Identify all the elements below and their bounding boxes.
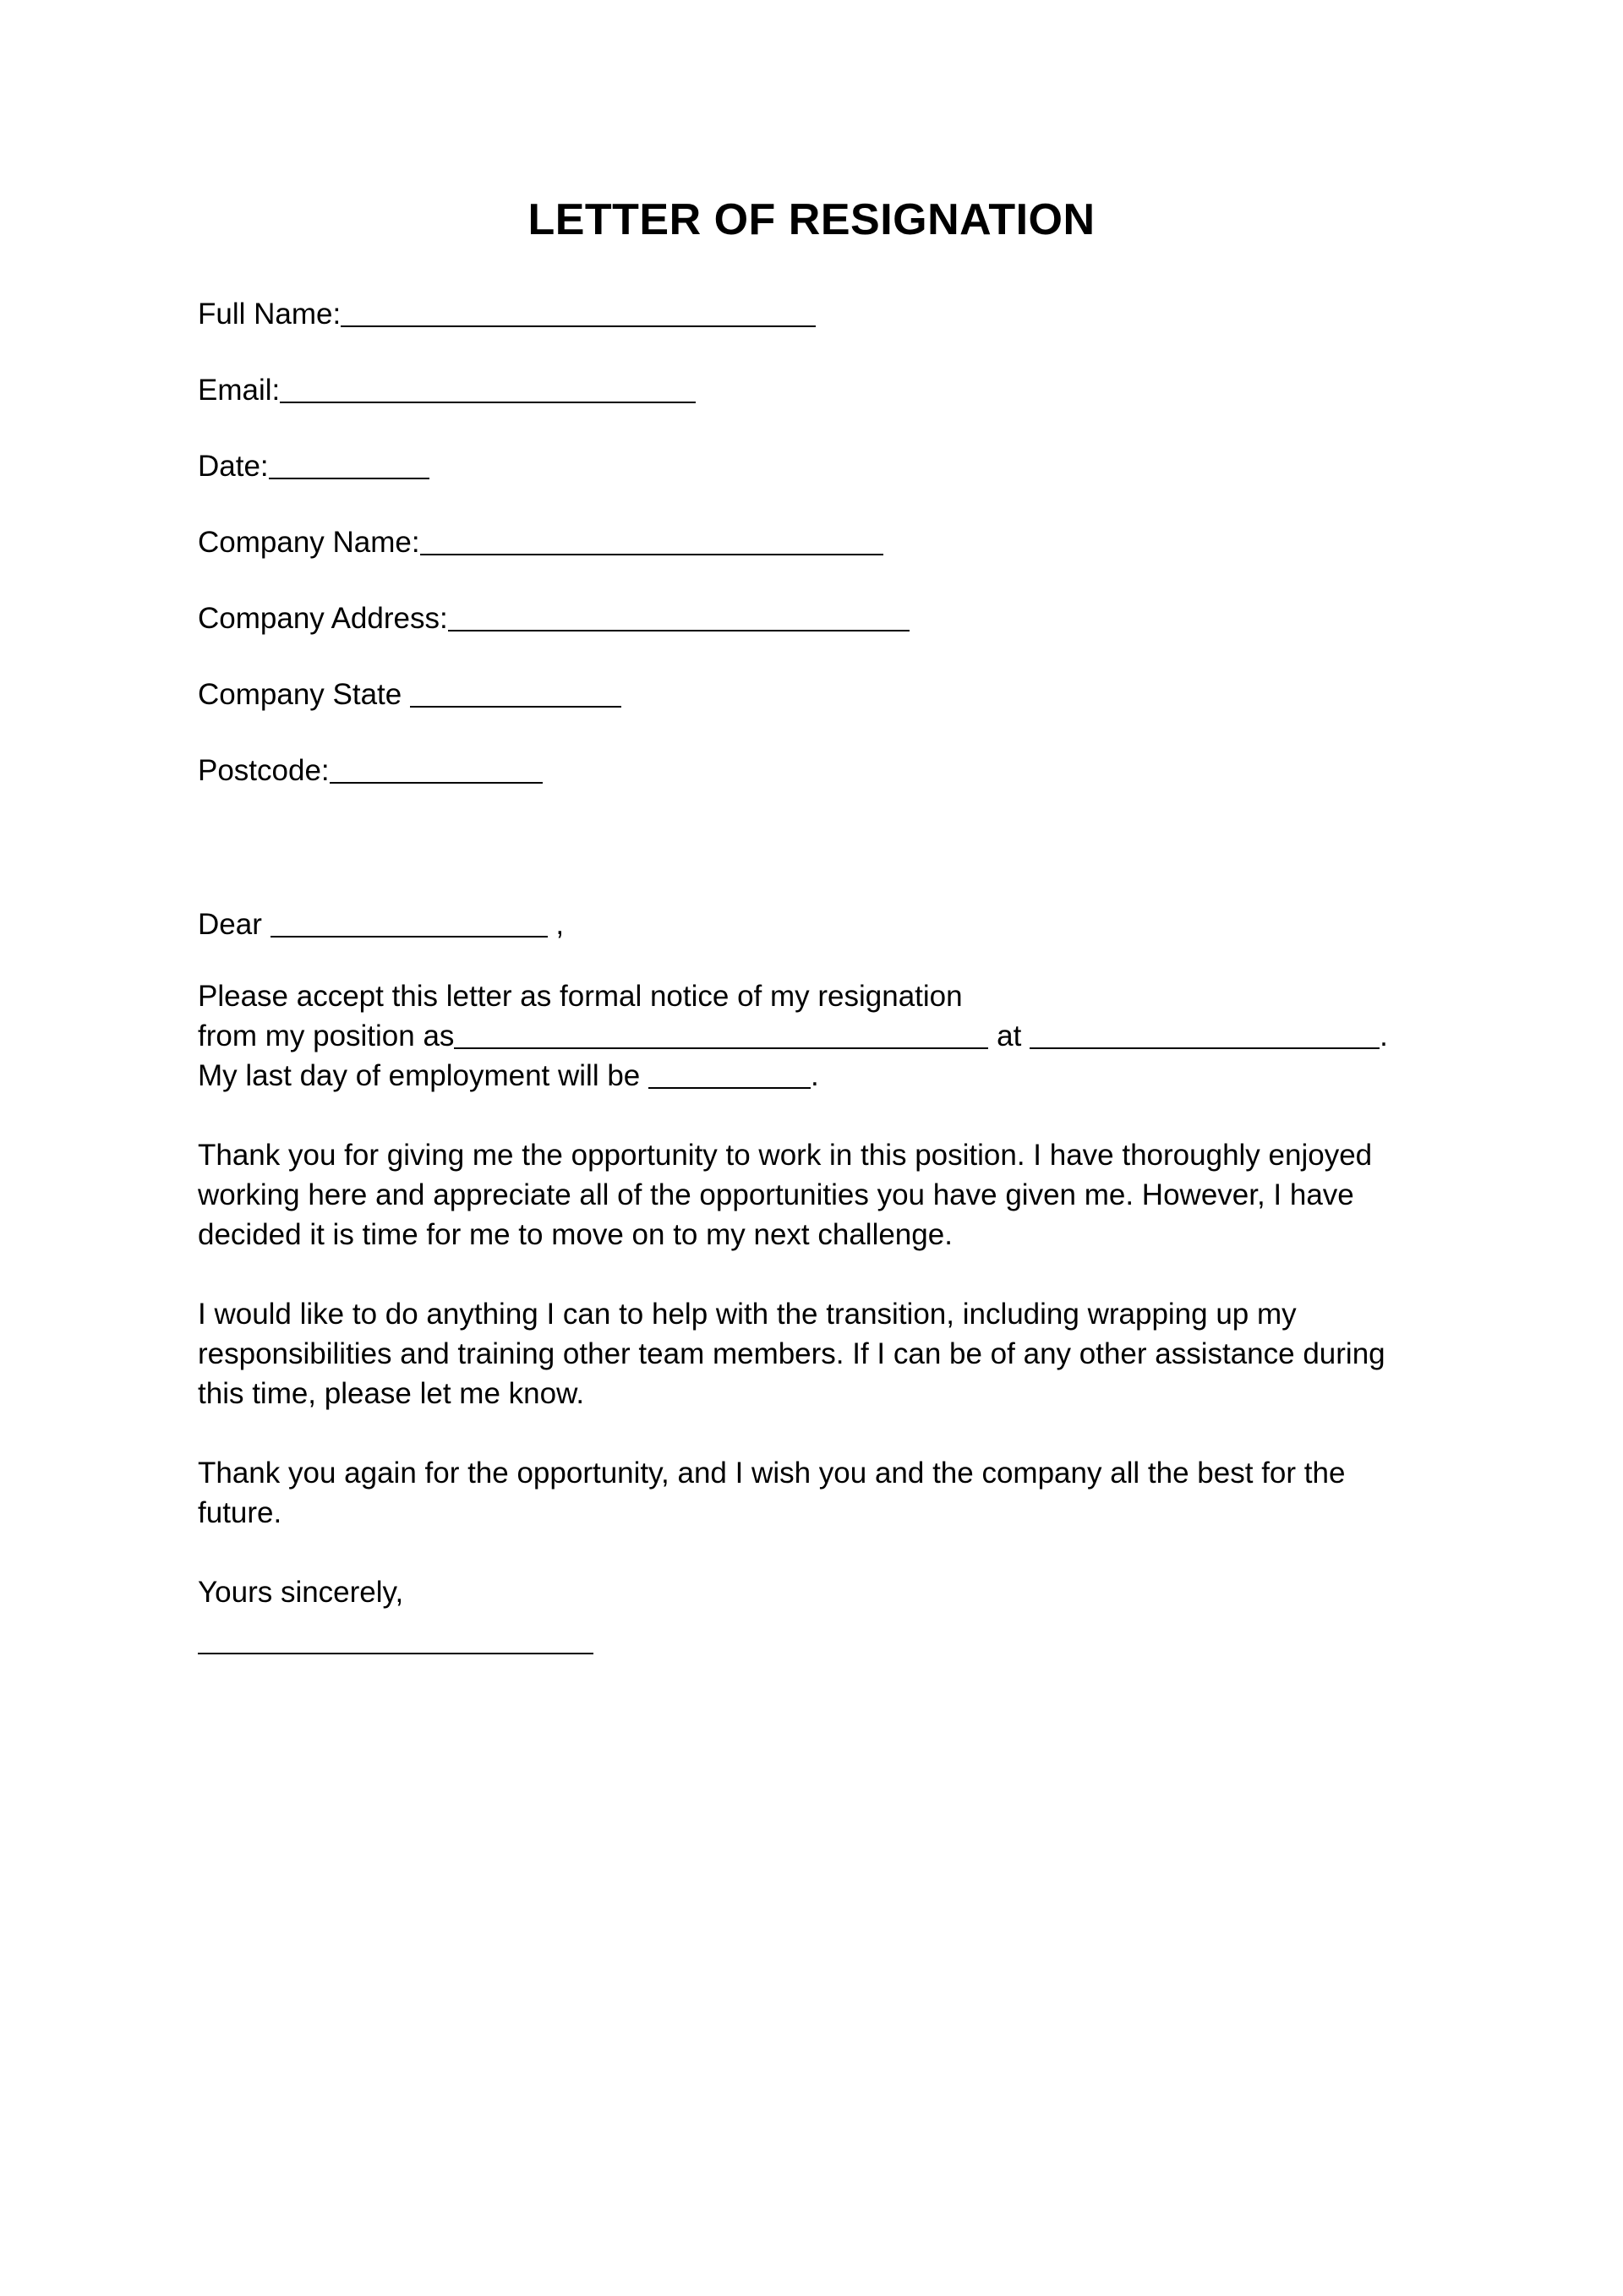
paragraph-line: Please accept this letter as formal notice of my resignation [198,980,963,1013]
salutation-dear: Dear [198,908,262,941]
last-day-label: My last day of employment will be [198,1059,641,1092]
date-label: Date: [198,450,269,483]
company-address-blank[interactable] [448,604,910,631]
full-name-blank[interactable] [341,300,816,327]
position-label: from my position as [198,1020,455,1052]
paragraph-line: Thank you for giving me the opportunity to work in this position. I have thoroughly enjoyed [198,1139,1373,1172]
salutation [198,906,564,943]
paragraph-line: this time, please let me know. [198,1377,585,1410]
transition-paragraph [198,1294,1449,1413]
last-day-blank[interactable] [648,1062,811,1089]
position-blank[interactable] [454,1022,988,1049]
company-name-label: Company Name: [198,526,420,559]
recipient-blank[interactable] [270,910,548,938]
email-blank[interactable] [280,376,696,403]
paragraph-line: working here and appreciate all of the opportunities you have given me. However, I have [198,1178,1354,1211]
paragraph-line: I would like to do anything I can to help with the transition, including wrapping up my [198,1298,1297,1331]
company-state-field [198,676,621,713]
postcode-label: Postcode: [198,754,330,787]
paragraph-line: future. [198,1496,282,1529]
company-address-field [198,600,910,637]
postcode-field [198,752,543,790]
position-line [198,1016,1449,1056]
email-label: Email: [198,374,281,407]
full-name-label: Full Name: [198,298,342,331]
company-name-field [198,524,883,561]
paragraph-line: decided it is time for me to move on to my next challenge. [198,1218,953,1251]
company-name-blank[interactable] [420,528,883,555]
closing-paragraph [198,1453,1449,1533]
full-name-field [198,296,816,333]
company-state-blank[interactable] [410,681,621,708]
last-day-line [198,1056,1449,1096]
date-field [198,448,429,485]
paragraph-line: Thank you again for the opportunity, and I wish you and the company all the best for the [198,1457,1346,1490]
at-label: at [997,1020,1022,1052]
yours-sincerely: Yours sincerely, [198,1576,404,1609]
employer-blank[interactable] [1030,1022,1380,1049]
postcode-blank[interactable] [330,757,543,784]
position-period: . [1380,1020,1388,1052]
signature-line[interactable] [198,1653,593,1654]
company-state-label: Company State [198,678,402,711]
salutation-comma: , [555,908,565,941]
company-address-label: Company Address: [198,602,448,635]
date-blank[interactable] [269,452,429,479]
closing-phrase [198,1572,1449,1612]
resignation-paragraph [198,976,1449,1096]
last-day-period: . [811,1059,819,1092]
document-title: LETTER OF RESIGNATION [527,195,1096,244]
email-field [198,372,696,409]
thanks-paragraph [198,1135,1449,1255]
paragraph-line: responsibilities and training other team members. If I can be of any other assistance during [198,1337,1385,1370]
